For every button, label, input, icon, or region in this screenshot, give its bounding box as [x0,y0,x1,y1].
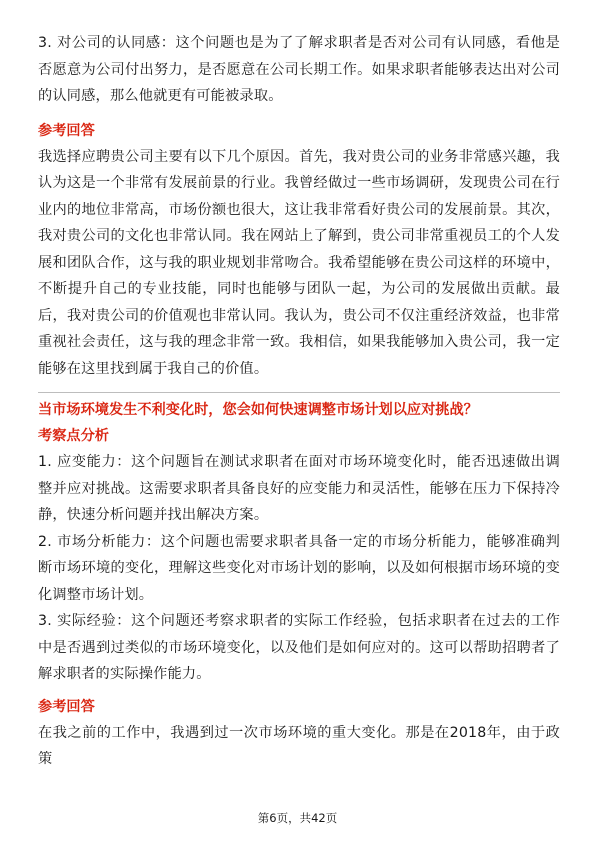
reference-answer-heading: 参考回答 [38,698,95,715]
section-divider [38,392,560,393]
analysis-heading: 考察点分析 [38,428,109,444]
reference-answer-heading: 参考回答 [38,122,95,139]
document-page [38,30,560,773]
interview-question: 当市场环境发生不利变化时，您会如何快速调整市场计划以应对挑战？ [38,402,478,418]
analysis-point-1: 1. 应变能力：这个问题旨在测试求职者在面对市场环境变化时，能否迅速做出调整并应对挑战。这需要求职者具备良好的应变能力和灵活性，能够在压力下保持冷静，快速分析问题并找出解决方案。 [38,454,560,523]
reference-answer-text: 我选择应聘贵公司主要有以下几个原因。首先，我对贵公司的业务非常感兴趣，我认为这是一个非常有发展前景的行业。我曾经做过一些市场调研，发现贵公司在行业内的地位非常高，市场份额也很大，这让我非常看好贵公司的发展前景。其次，我对贵公司的文化也非常认同。我在网站上了解到，贵公司非常重视员工的个人发展和团队合作，这与我的职业规划非常吻合。我希望能够在贵公司这样的环境中，不断提升自己的专业技能，同时也能够与团队一起，为公司的发展做出贡献。最后，我对贵公司的价值观也非常认同。我认为，贵公司不仅注重经济效益，也非常重视社会责任，这与我的理念非常一致。我相信，如果我能够加入贵公司，我一定能够在这里找到属于我自己的价值。 [38,148,560,377]
page-number: 第6页，共42页 [257,811,338,825]
reference-answer-text: 在我之前的工作中，我遇到过一次市场环境的重大变化。那是在2018年，由于政策 [38,724,560,767]
analysis-point-3: 3. 实际经验：这个问题还考察求职者的实际工作经验，包括求职者在过去的工作中是否遇到过类似的市场环境变化，以及他们是如何应对的。这可以帮助招聘者了解求职者的实际操作能力。 [38,613,560,682]
analysis-point-3: 3. 对公司的认同感：这个问题也是为了了解求职者是否对公司有认同感，看他是否愿意为公司付出努力，是否愿意在公司长期工作。如果求职者能够表达出对公司的认同感，那么他就更有可能被录取。 [38,35,560,104]
analysis-point-2: 2. 市场分析能力：这个问题也需要求职者具备一定的市场分析能力，能够准确判断市场环境的变化，理解这些变化对市场计划的影响，以及如何根据市场环境的变化调整市场计划。 [38,533,560,603]
